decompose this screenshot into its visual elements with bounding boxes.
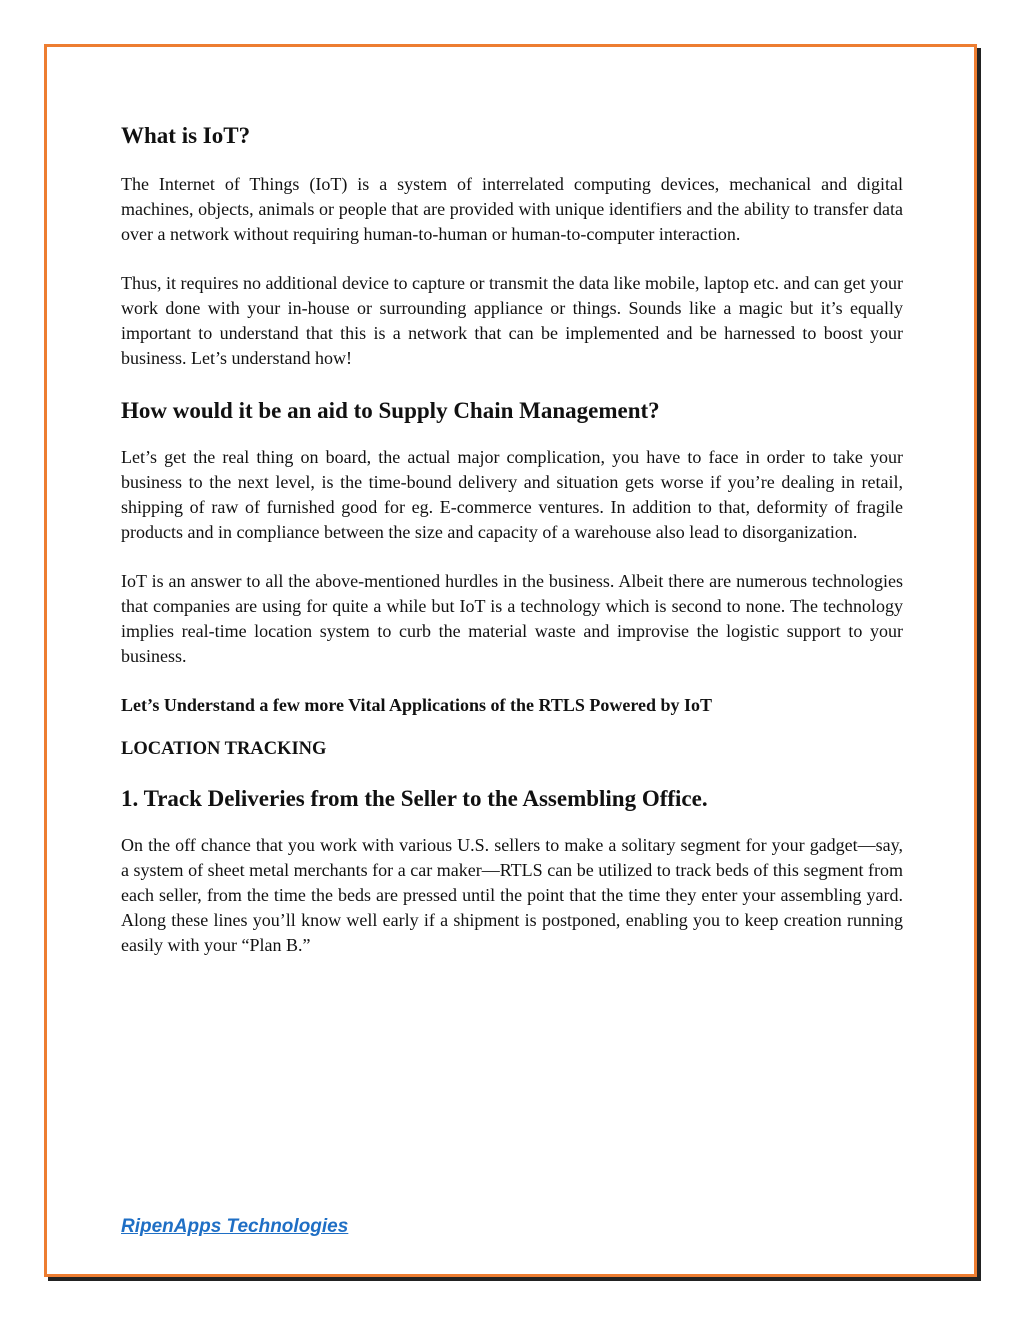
heading-rtls-applications: Let’s Understand a few more Vital Applications of the RTLS Powered by IoT <box>121 695 713 715</box>
paragraph-iot-definition: The Internet of Things (IoT) is a system of interrelated computing devices, mechanical and digital machines, objects, animals or people that are provided with unique identifiers and the ability to transfer data over a network without requiring human-to-human or human-to-computer interaction. <box>121 174 903 244</box>
footer-brand-link[interactable]: RipenApps Technologies <box>121 1216 349 1237</box>
heading-location-tracking: LOCATION TRACKING <box>121 739 327 759</box>
paragraph-iot-thus: Thus, it requires no additional device to capture or transmit the data like mobile, laptop etc. and can get your work done with your in-house or surrounding appliance or things. Sounds like a magic but it’s equally important to understand that this is a network that can be implemented and be harnessed to boost your business. Let’s understand how! <box>121 273 903 368</box>
paragraph-track-deliveries: On the off chance that you work with various U.S. sellers to make a solitary segment for your gadget—say, a system of sheet metal merchants for a car maker—RTLS can be utilized to track beds of this segment from each seller, from the time the beds are pressed until the point that the time they enter your assembling yard. Along these lines you’ll know well early if a shipment is postponed, enabling you to keep creation running easily with your “Plan B.” <box>121 835 903 955</box>
paragraph-supply-chain-answer: IoT is an answer to all the above-mentioned hurdles in the business. Albeit there are numerous technologies that companies are using for quite a while but IoT is a technology which is second to none. The technology implies real-time location system to curb the material waste and improvise the logistic support to your business. <box>121 571 903 666</box>
paragraph-supply-chain-problem: Let’s get the real thing on board, the actual major complication, you have to face in order to take your business to the next level, is the time-bound delivery and situation gets worse if you’re dealing in retail, shipping of raw of furnished good for eg. E-commerce ventures. In addition to that, deformity of fragile products and in compliance between the size and capacity of a warehouse also lead to disorganization. <box>121 447 903 542</box>
heading-what-is-iot: What is IoT? <box>121 123 251 148</box>
heading-track-deliveries: 1. Track Deliveries from the Seller to the Assembling Office. <box>121 786 708 811</box>
document-body <box>121 120 903 982</box>
heading-supply-chain: How would it be an aid to Supply Chain Management? <box>121 398 660 423</box>
